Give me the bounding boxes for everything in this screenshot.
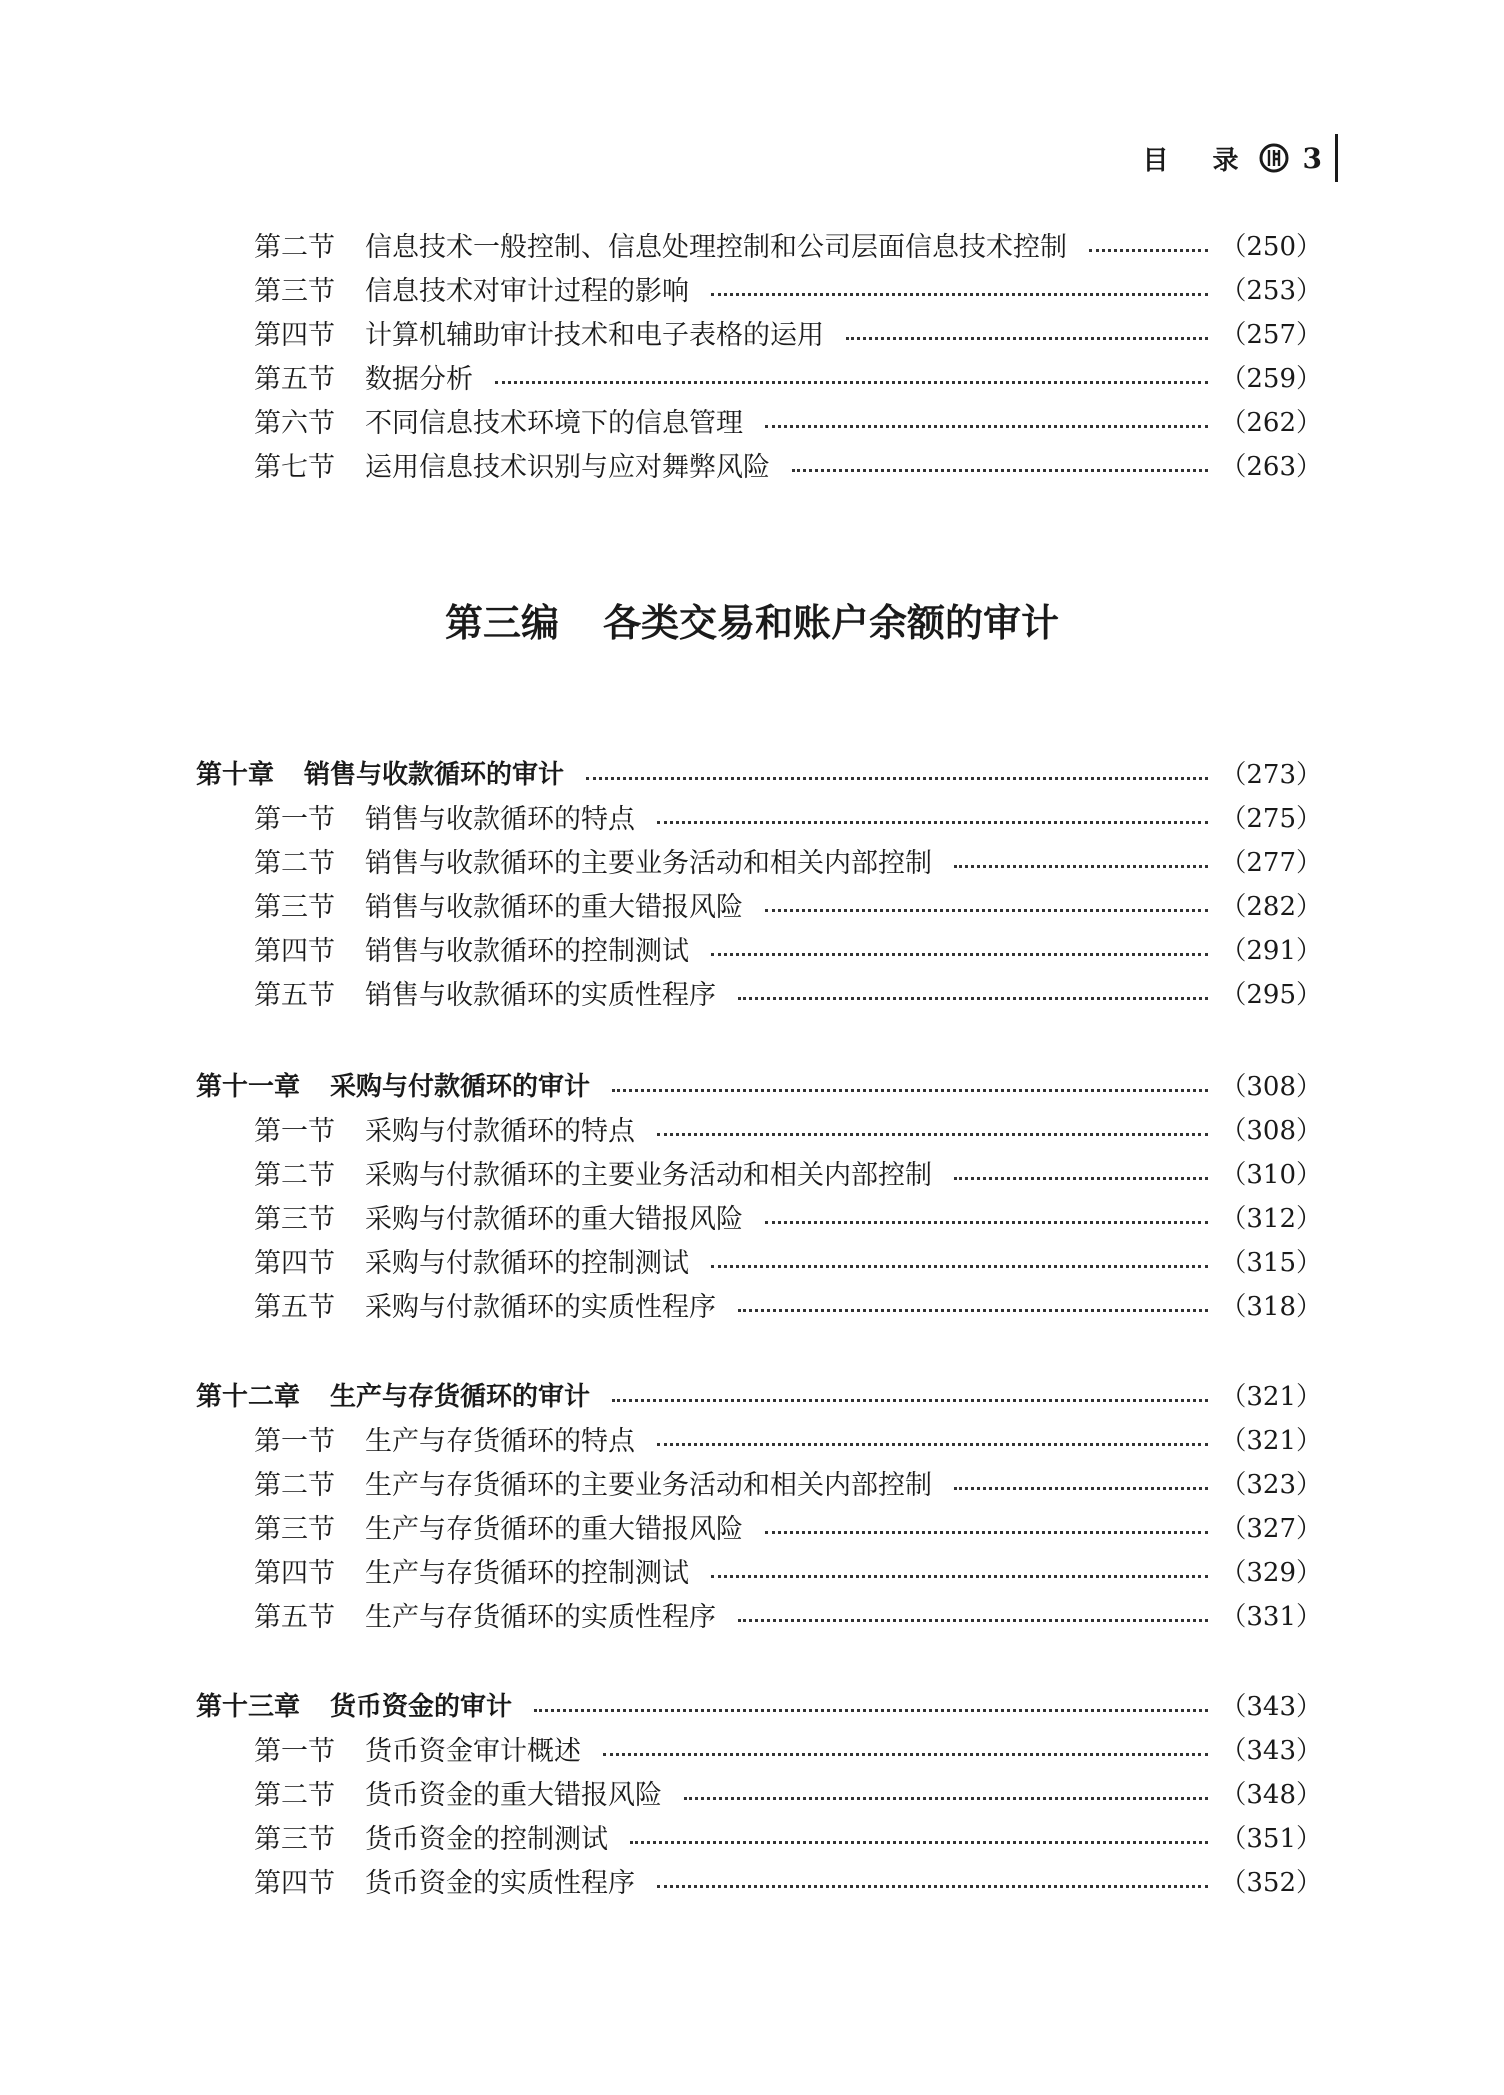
- entry-page: （321）: [1220, 1425, 1322, 1456]
- entry-page: （263）: [1220, 451, 1322, 482]
- toc-section-entry[interactable]: [254, 796, 1322, 836]
- entry-title: 生产与存货循环的重大错报风险: [365, 1513, 743, 1545]
- entry-title: 采购与付款循环的主要业务活动和相关内部控制: [365, 1159, 932, 1191]
- toc-section-entry[interactable]: [254, 1506, 1322, 1546]
- dot-leader: [765, 1221, 1208, 1224]
- entry-title: 不同信息技术环境下的信息管理: [365, 407, 743, 439]
- entry-page: （259）: [1220, 363, 1322, 394]
- toc-chapter-entry[interactable]: [196, 752, 1322, 792]
- entry-number: 第一节: [254, 1425, 335, 1457]
- dot-leader: [738, 997, 1208, 1000]
- entry-title: 采购与付款循环的重大错报风险: [365, 1203, 743, 1235]
- entry-page: （273）: [1220, 759, 1322, 790]
- dot-leader: [765, 909, 1208, 912]
- entry-page: （295）: [1220, 979, 1322, 1010]
- toc-section-entry[interactable]: [254, 224, 1322, 264]
- entry-title: 信息技术一般控制、信息处理控制和公司层面信息技术控制: [365, 231, 1067, 263]
- entry-page: （327）: [1220, 1513, 1322, 1544]
- entry-number: 第六节: [254, 407, 335, 439]
- entry-page: （312）: [1220, 1203, 1322, 1234]
- entry-page: （351）: [1220, 1823, 1322, 1854]
- entry-page: （315）: [1220, 1247, 1322, 1278]
- entry-number: 第三节: [254, 1823, 335, 1855]
- toc-section-entry[interactable]: [254, 1772, 1322, 1812]
- entry-title: 货币资金的审计: [330, 1691, 513, 1722]
- entry-number: 第三节: [254, 891, 335, 923]
- toc-section-entry[interactable]: [254, 1816, 1322, 1856]
- dot-leader: [954, 1487, 1208, 1490]
- entry-title: 数据分析: [365, 363, 473, 395]
- entry-title: 销售与收款循环的重大错报风险: [365, 891, 743, 923]
- dot-leader: [846, 337, 1208, 340]
- toc-section-entry[interactable]: [254, 1240, 1322, 1280]
- entry-number: 第三节: [254, 1203, 335, 1235]
- entry-number: 第二节: [254, 1779, 335, 1811]
- entry-title: 生产与存货循环的控制测试: [365, 1557, 689, 1589]
- toc-section-entry[interactable]: [254, 268, 1322, 308]
- entry-page: （253）: [1220, 275, 1322, 306]
- entry-number: 第五节: [254, 979, 335, 1011]
- entry-title: 销售与收款循环的主要业务活动和相关内部控制: [365, 847, 932, 879]
- header-title-left: 目: [1142, 145, 1173, 176]
- toc-section-entry[interactable]: [254, 1284, 1322, 1324]
- dot-leader: [657, 1885, 1208, 1888]
- toc-section-entry[interactable]: [254, 1594, 1322, 1634]
- dot-leader: [954, 1177, 1208, 1180]
- entry-title: 生产与存货循环的实质性程序: [365, 1601, 716, 1633]
- dot-leader: [612, 1089, 1208, 1092]
- entry-title: 货币资金的控制测试: [365, 1823, 608, 1855]
- entry-page: （343）: [1220, 1735, 1322, 1766]
- page-number: 3: [1302, 141, 1322, 175]
- entry-page: （277）: [1220, 847, 1322, 878]
- publisher-logo-icon: [1259, 143, 1289, 173]
- toc-section-entry[interactable]: [254, 1860, 1322, 1900]
- entry-title: 运用信息技术识别与应对舞弊风险: [365, 451, 770, 483]
- entry-page: （329）: [1220, 1557, 1322, 1588]
- entry-title: 计算机辅助审计技术和电子表格的运用: [365, 319, 824, 351]
- dot-leader: [586, 777, 1208, 780]
- entry-number: 第五节: [254, 363, 335, 395]
- dot-leader: [657, 1443, 1208, 1446]
- entry-number: 第十章: [196, 759, 275, 790]
- dot-leader: [954, 865, 1208, 868]
- entry-title: 货币资金的实质性程序: [365, 1867, 635, 1899]
- dot-leader: [684, 1797, 1208, 1800]
- part-title: [0, 592, 1504, 647]
- dot-leader: [738, 1309, 1208, 1312]
- toc-section-entry[interactable]: [254, 1108, 1322, 1148]
- entry-number: 第二节: [254, 1159, 335, 1191]
- entry-title: 销售与收款循环的审计: [304, 759, 565, 790]
- entry-number: 第四节: [254, 1557, 335, 1589]
- entry-number: 第二节: [254, 1469, 335, 1501]
- entry-title: 采购与付款循环的审计: [330, 1071, 591, 1102]
- entry-number: 第四节: [254, 319, 335, 351]
- entry-title: 采购与付款循环的特点: [365, 1115, 635, 1147]
- entry-title: 生产与存货循环的特点: [365, 1425, 635, 1457]
- toc-section-entry[interactable]: [254, 1418, 1322, 1458]
- toc-section-entry[interactable]: [254, 972, 1322, 1012]
- toc-section-entry[interactable]: [254, 312, 1322, 352]
- entry-number: 第二节: [254, 231, 335, 263]
- entry-page: （343）: [1220, 1691, 1322, 1722]
- dot-leader: [603, 1753, 1208, 1756]
- entry-title: 生产与存货循环的主要业务活动和相关内部控制: [365, 1469, 932, 1501]
- entry-number: 第十二章: [196, 1381, 301, 1412]
- entry-number: 第五节: [254, 1291, 335, 1323]
- dot-leader: [612, 1399, 1208, 1402]
- entry-page: （348）: [1220, 1779, 1322, 1810]
- dot-leader: [630, 1841, 1208, 1844]
- entry-number: 第四节: [254, 1867, 335, 1899]
- entry-number: 第二节: [254, 847, 335, 879]
- part-title-text: 各类交易和账户余额的审计: [603, 601, 1060, 645]
- entry-number: 第一节: [254, 1735, 335, 1767]
- header-rule: [1335, 134, 1338, 182]
- toc-section-entry[interactable]: [254, 1728, 1322, 1768]
- running-header: [1142, 134, 1322, 182]
- entry-page: （331）: [1220, 1601, 1322, 1632]
- toc-chapter-entry[interactable]: [196, 1064, 1322, 1104]
- dot-leader: [657, 1133, 1208, 1136]
- entry-title: 采购与付款循环的控制测试: [365, 1247, 689, 1279]
- entry-title: 销售与收款循环的实质性程序: [365, 979, 716, 1011]
- entry-page: （262）: [1220, 407, 1322, 438]
- entry-page: （308）: [1220, 1115, 1322, 1146]
- entry-number: 第四节: [254, 1247, 335, 1279]
- entry-number: 第三节: [254, 275, 335, 307]
- entry-page: （257）: [1220, 319, 1322, 350]
- entry-title: 货币资金审计概述: [365, 1735, 581, 1767]
- entry-title: 采购与付款循环的实质性程序: [365, 1291, 716, 1323]
- entry-page: （291）: [1220, 935, 1322, 966]
- part-number: 第三编: [444, 601, 559, 645]
- entry-page: （282）: [1220, 891, 1322, 922]
- entry-number: 第一节: [254, 1115, 335, 1147]
- entry-page: （310）: [1220, 1159, 1322, 1190]
- dot-leader: [738, 1619, 1208, 1622]
- toc-section-entry[interactable]: [254, 1196, 1322, 1236]
- entry-page: （308）: [1220, 1071, 1322, 1102]
- toc-section-entry[interactable]: [254, 928, 1322, 968]
- dot-leader: [495, 381, 1208, 384]
- toc-section-entry[interactable]: [254, 884, 1322, 924]
- toc-chapter-entry[interactable]: [196, 1374, 1322, 1414]
- toc-section-entry[interactable]: [254, 840, 1322, 880]
- entry-title: 货币资金的重大错报风险: [365, 1779, 662, 1811]
- entry-number: 第十三章: [196, 1691, 301, 1722]
- toc-section-entry[interactable]: [254, 1152, 1322, 1192]
- toc-section-entry[interactable]: [254, 1550, 1322, 1590]
- dot-leader: [792, 469, 1208, 472]
- entry-number: 第三节: [254, 1513, 335, 1545]
- dot-leader: [711, 293, 1208, 296]
- toc-section-entry[interactable]: [254, 400, 1322, 440]
- dot-leader: [534, 1709, 1208, 1712]
- entry-number: 第七节: [254, 451, 335, 483]
- entry-page: （352）: [1220, 1867, 1322, 1898]
- entry-page: （250）: [1220, 231, 1322, 262]
- dot-leader: [657, 821, 1208, 824]
- toc-section-entry[interactable]: [254, 356, 1322, 396]
- dot-leader: [765, 425, 1208, 428]
- entry-number: 第一节: [254, 803, 335, 835]
- dot-leader: [711, 1265, 1208, 1268]
- dot-leader: [711, 953, 1208, 956]
- entry-number: 第十一章: [196, 1071, 301, 1102]
- entry-number: 第五节: [254, 1601, 335, 1633]
- dot-leader: [1089, 249, 1208, 252]
- entry-title: 销售与收款循环的特点: [365, 803, 635, 835]
- dot-leader: [711, 1575, 1208, 1578]
- toc-section-entry[interactable]: [254, 444, 1322, 484]
- entry-number: 第四节: [254, 935, 335, 967]
- entry-title: 销售与收款循环的控制测试: [365, 935, 689, 967]
- entry-title: 生产与存货循环的审计: [330, 1381, 591, 1412]
- entry-page: （323）: [1220, 1469, 1322, 1500]
- entry-page: （321）: [1220, 1381, 1322, 1412]
- running-header-title: [1142, 140, 1242, 177]
- entry-title: 信息技术对审计过程的影响: [365, 275, 689, 307]
- entry-page: （318）: [1220, 1291, 1322, 1322]
- toc-section-entry[interactable]: [254, 1462, 1322, 1502]
- entry-page: （275）: [1220, 803, 1322, 834]
- header-title-right: 录: [1212, 145, 1243, 176]
- dot-leader: [765, 1531, 1208, 1534]
- toc-chapter-entry[interactable]: [196, 1684, 1322, 1724]
